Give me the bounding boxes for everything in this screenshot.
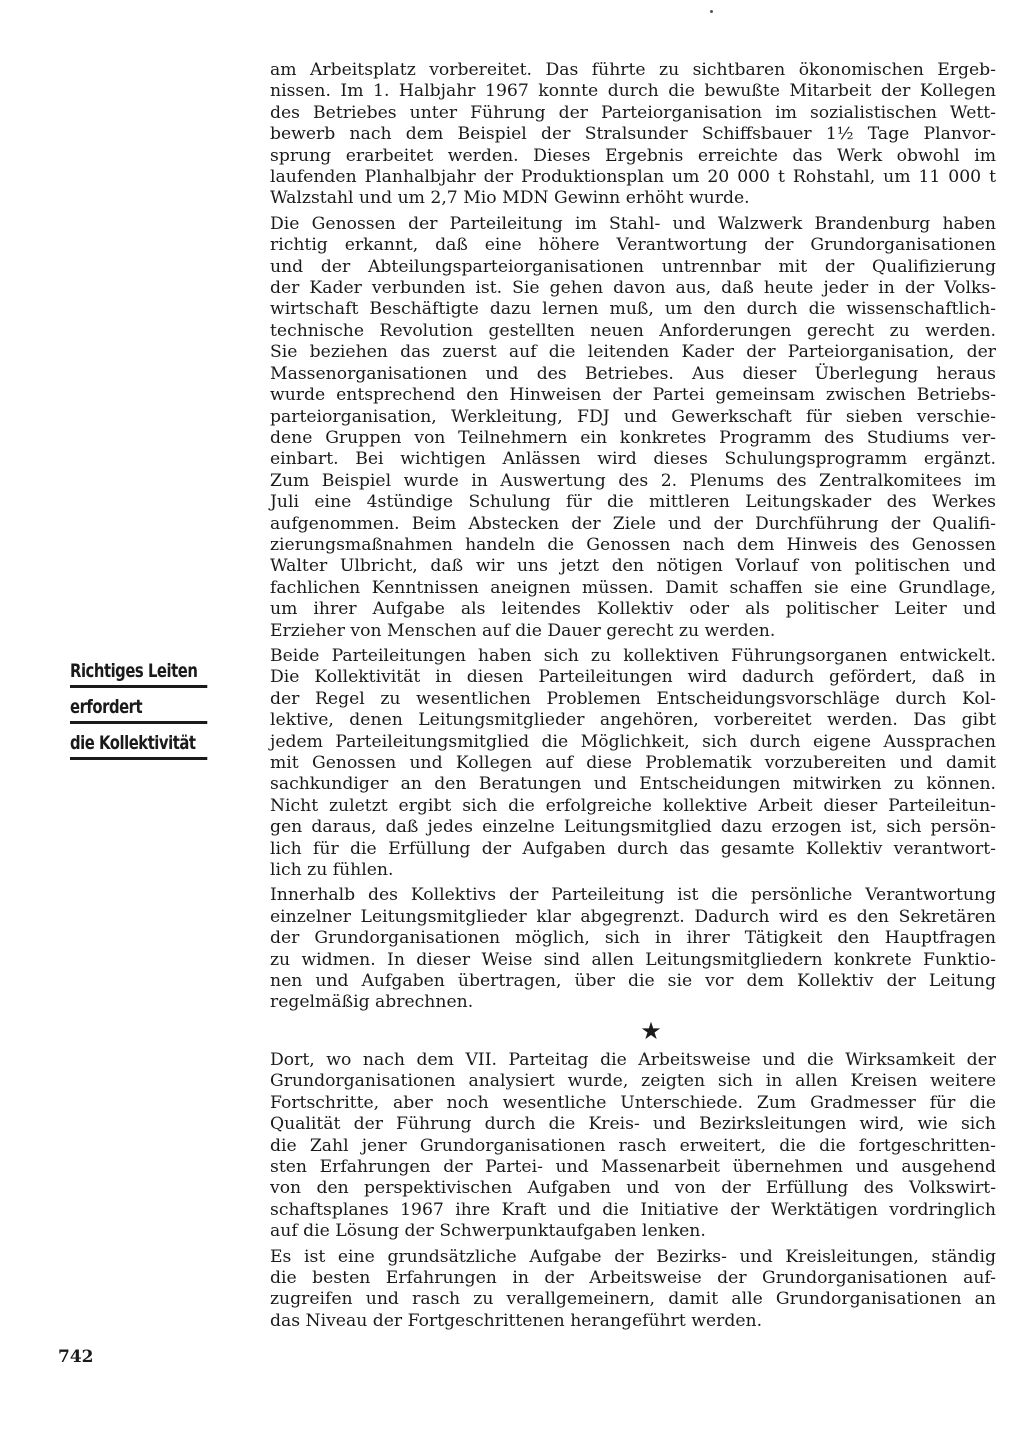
text-line: sten Erfahrungen der Partei- und Massenarbeit übernehmen und ausgehend <box>270 1156 996 1177</box>
text-line: Die Kollektivität in diesen Parteileitungen wird dadurch gefördert, daß in <box>270 667 996 688</box>
text-line: Dort, wo nach dem VII. Parteitag die Arbeitsweise und die Wirksamkeit der <box>270 1049 996 1070</box>
text-line: die Zahl jener Grundorganisationen rasch erweitert, die die fortgeschritten- <box>270 1135 996 1156</box>
text-line: Die Genossen der Parteileitung im Stahl- und Walzwerk Brandenburg haben <box>270 213 996 234</box>
text-line: und der Abteilungsparteiorganisationen untrennbar mit der Qualifizierung <box>270 256 996 277</box>
text-line: Fortschritte, aber noch wesentliche Unterschiede. Zum Gradmesser für die <box>270 1092 996 1113</box>
text-line: nissen. Im 1. Halbjahr 1967 konnte durch die bewußte Mitarbeit der Kollegen <box>270 81 996 102</box>
text-line: des Betriebes unter Führung der Parteiorganisation im sozialistischen Wett- <box>270 102 996 123</box>
scan-speck <box>710 10 713 13</box>
paragraph-4 <box>270 885 996 1013</box>
text-line: zugreifen und rasch zu verallgemeinern, damit alle Grundorganisationen an <box>270 1289 996 1310</box>
margin-heading-line: erfordert <box>70 696 207 724</box>
text-line: Sie beziehen das zuerst auf die leitenden Kader der Parteiorganisation, der <box>270 342 996 363</box>
text-line: Massenorganisationen und des Betriebes. Aus dieser Überlegung heraus <box>270 363 996 384</box>
paragraph-2 <box>270 214 996 642</box>
text-line: von den perspektivischen Aufgaben und von der Erfüllung des Volkswirt- <box>270 1178 996 1199</box>
margin-heading <box>70 660 246 768</box>
text-line: Qualität der Führung durch die Kreis- und Bezirksleitungen wird, wie sich <box>270 1114 996 1135</box>
paragraph-5 <box>270 1050 996 1243</box>
margin-heading-line: die Kollektivität <box>70 732 207 760</box>
text-line: Walzstahl und um 2,7 Mio MDN Gewinn erhöht wurde. <box>270 188 750 209</box>
text-line: zu widmen. In dieser Weise sind allen Leitungsmitgliedern konkrete Funktio- <box>270 949 996 970</box>
text-line: sprung erarbeitet werden. Dieses Ergebnis erreichte das Werk obwohl im <box>270 145 996 166</box>
text-line: sachkundiger an den Beratungen und Entscheidungen mitwirken zu können. <box>270 774 996 795</box>
section-separator-star: ★ <box>640 1016 662 1045</box>
text-line: das Niveau der Fortgeschrittenen herangeführt werden. <box>270 1310 763 1331</box>
text-line: Zum Beispiel wurde in Auswertung des 2. Plenums des Zentralkomitees im <box>270 470 996 491</box>
text-line: der Regel zu wesentlichen Problemen Entscheidungsvorschläge durch Kol- <box>270 688 996 709</box>
text-line: die besten Erfahrungen in der Arbeitsweise der Grundorganisationen auf- <box>270 1267 996 1288</box>
text-line: nen und Aufgaben übertragen, über die sie vor dem Kollektiv der Leitung <box>270 971 996 992</box>
text-line: regelmäßig abrechnen. <box>270 992 474 1013</box>
text-line: einbart. Bei wichtigen Anlässen wird dieses Schulungsprogramm ergänzt. <box>270 449 996 470</box>
paragraph-1 <box>270 60 996 210</box>
text-line: schaftsplanes 1967 ihre Kraft und die Initiative der Werktätigen vordringlich <box>270 1199 996 1220</box>
text-line: fachlichen Kenntnissen aneignen müssen. Damit schaffen sie eine Grundlage, <box>270 577 996 598</box>
text-line: wirtschaft Beschäftigte dazu lernen muß, um den durch die wissenschaftlich- <box>270 299 996 320</box>
text-line: Erzieher von Menschen auf die Dauer gerecht zu werden. <box>270 620 776 641</box>
text-line: am Arbeitsplatz vorbereitet. Das führte zu sichtbaren ökonomischen Ergeb- <box>270 60 996 80</box>
text-line: Innerhalb des Kollektivs der Parteileitung ist die persönliche Verantwortung <box>270 885 996 906</box>
text-line: laufenden Planhalbjahr der Produktionsplan um 20 000 t Rohstahl, um 11 000 t <box>270 167 996 188</box>
margin-heading-line: Richtiges Leiten <box>70 660 207 688</box>
text-line: Grundorganisationen analysiert wurde, zeigten sich in allen Kreisen weitere <box>270 1071 996 1092</box>
text-line: aufgenommen. Beim Abstecken der Ziele und der Durchführung der Qualifi- <box>270 513 996 534</box>
text-line: wurde entsprechend den Hinweisen der Partei gemeinsam zwischen Betriebs- <box>270 385 996 406</box>
text-line: parteiorganisation, Werkleitung, FDJ und Gewerkschaft für sieben verschie- <box>270 406 996 427</box>
text-line: lektive, denen Leitungsmitglieder angehören, vorbereitet werden. Das gibt <box>270 710 996 731</box>
text-line: einzelner Leitungsmitglieder klar abgegrenzt. Dadurch wird es den Sekretären <box>270 906 996 927</box>
text-line: dene Gruppen von Teilnehmern ein konkretes Programm des Studiums ver- <box>270 427 996 448</box>
paragraph-6 <box>270 1247 996 1333</box>
text-line: Nicht zuletzt ergibt sich die erfolgreiche kollektive Arbeit dieser Parteileitun- <box>270 795 996 816</box>
text-line: der Kader verbunden ist. Sie gehen davon aus, daß heute jeder in der Volks- <box>270 278 996 299</box>
text-line: Juli eine 4stündige Schulung für die mittleren Leitungskader des Werkes <box>270 492 996 513</box>
paragraph-3 <box>270 646 996 881</box>
text-line: lich zu fühlen. <box>270 860 394 881</box>
text-line: zierungsmaßnahmen handeln die Genossen nach dem Hinweis des Genossen <box>270 534 996 555</box>
body-text-column <box>270 60 996 1336</box>
text-line: technische Revolution gestellten neuen Anforderungen gerecht zu werden. <box>270 320 996 341</box>
text-line: richtig erkannt, daß eine höhere Verantwortung der Grundorganisationen <box>270 235 996 256</box>
text-line: auf die Lösung der Schwerpunktaufgaben lenken. <box>270 1221 706 1242</box>
text-line: um ihrer Aufgabe als leitendes Kollektiv oder als politischer Leiter und <box>270 599 996 620</box>
text-line: lich für die Erfüllung der Aufgaben durch das gesamte Kollektiv verantwort- <box>270 838 996 859</box>
text-line: Es ist eine grundsätzliche Aufgabe der Bezirks- und Kreisleitungen, ständig <box>270 1246 996 1267</box>
text-line: mit Genossen und Kollegen auf diese Problematik vorzubereiten und damit <box>270 753 996 773</box>
text-line: Beide Parteileitungen haben sich zu kollektiven Führungsorganen entwickelt. <box>270 645 996 666</box>
page-number: 742 <box>58 1347 94 1367</box>
text-line: jedem Parteileitungsmitglied die Möglichkeit, sich durch eigene Aussprachen <box>270 731 996 752</box>
text-line: Walter Ulbricht, daß wir uns jetzt den nötigen Vorlauf von politischen und <box>270 556 996 577</box>
text-line: bewerb nach dem Beispiel der Stralsunder Schiffsbauer 1½ Tage Planvor- <box>270 124 996 145</box>
text-line: gen daraus, daß jedes einzelne Leitungsmitglied dazu erzogen ist, sich persön- <box>270 817 996 838</box>
text-line: der Grundorganisationen möglich, sich in ihrer Tätigkeit den Hauptfragen <box>270 928 996 949</box>
